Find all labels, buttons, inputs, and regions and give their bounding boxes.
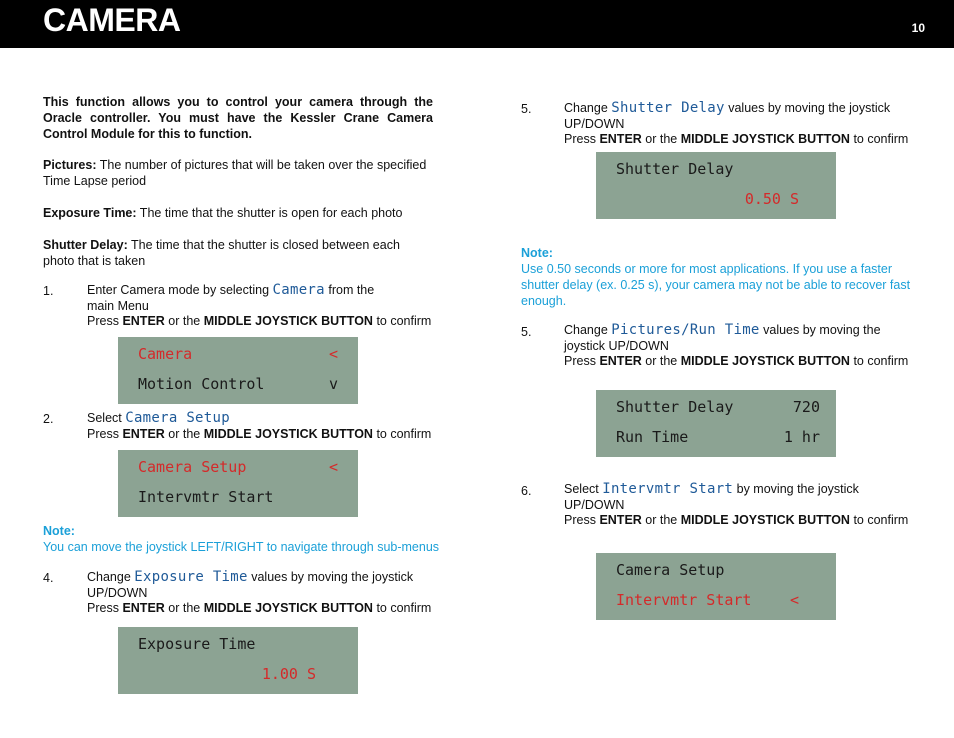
step-text: main Menu (87, 298, 149, 313)
lcd-line: Motion Control v (138, 375, 338, 393)
step-number: 1. (43, 284, 54, 298)
lcd-line: Shutter Delay (616, 160, 734, 178)
intro-paragraph: This function allows you to control your camera through the Oracle controller. You must have the Kessler Crane Camera Control Module for this to function. (43, 95, 433, 141)
step-5-shutter-delay (564, 101, 914, 148)
step-text: values by moving the joystick (247, 570, 414, 584)
confirm-instruction: Press ENTER or the MIDDLE JOYSTICK BUTTON to confirm (87, 314, 432, 328)
step-text: UP/DOWN (564, 116, 625, 131)
definition-text: The time that the shutter is closed between each photo that is taken (43, 238, 400, 268)
note-text: shutter delay (ex. 0.25 s), your camera may not be able to recover fast (521, 278, 911, 292)
step-text: Change (87, 570, 135, 584)
note-text: Use 0.50 seconds or more for most applications. If you use a faster (521, 262, 893, 276)
step-number: 6. (521, 484, 532, 498)
note-right (521, 245, 921, 309)
step-4 (87, 570, 437, 617)
note-heading: Note: (521, 246, 553, 260)
lcd-menu-label: Intervmtr Start (602, 481, 734, 497)
definition-pictures (43, 157, 433, 189)
lcd-display-shutter-delay (596, 152, 836, 219)
definition-text: The number of pictures that will be taken over the specified Time Lapse period (43, 158, 427, 188)
note-text: You can move the joystick LEFT/RIGHT to navigate through sub-menus (43, 540, 440, 554)
lcd-display-camera-setup (118, 450, 358, 517)
confirm-instruction: Press ENTER or the MIDDLE JOYSTICK BUTTON to confirm (87, 426, 432, 441)
lcd-line: Run Time 1 hr (616, 428, 820, 446)
definition-term: Shutter Delay: (43, 238, 128, 252)
lcd-line: Exposure Time (138, 635, 256, 653)
lcd-line: 0.50 S (744, 190, 799, 208)
lcd-line: Shutter Delay 720 (616, 398, 820, 416)
note-heading: Note: (43, 524, 75, 538)
page-title: CAMERA (43, 2, 181, 38)
step-text: UP/DOWN (87, 585, 148, 600)
lcd-menu-label: Exposure Time (134, 569, 248, 585)
lcd-line: Intervmtr Start < (616, 591, 799, 609)
step-text: UP/DOWN (564, 497, 625, 512)
lcd-display-intervmtr-start (596, 553, 836, 620)
lcd-display-exposure-time (118, 627, 358, 694)
lcd-line: Camera < (138, 345, 338, 363)
confirm-instruction: Press ENTER or the MIDDLE JOYSTICK BUTTON to confirm (564, 354, 909, 368)
lcd-display-pictures-run-time (596, 390, 836, 457)
lcd-line: Camera Setup < (138, 458, 338, 476)
step-text: joystick UP/DOWN (564, 338, 669, 353)
step-number: 2. (43, 412, 54, 426)
step-number: 5. (521, 102, 532, 116)
step-5-pictures-run-time (564, 323, 914, 370)
confirm-instruction: Press ENTER or the MIDDLE JOYSTICK BUTTON to confirm (564, 132, 909, 146)
step-text: from the (324, 283, 375, 297)
definition-text: The time that the shutter is open for each photo (136, 206, 403, 220)
lcd-menu-label: Camera Setup (125, 410, 230, 426)
note-left (43, 523, 443, 555)
definition-exposure-time (43, 205, 433, 221)
page-header (0, 0, 954, 48)
note-text: enough. (521, 294, 567, 308)
lcd-line: Camera Setup (616, 561, 725, 579)
step-text: Select (564, 482, 603, 496)
step-text: Change (564, 323, 612, 337)
step-text: Select (87, 411, 126, 425)
step-text: values by moving the (759, 323, 881, 337)
step-1 (87, 283, 437, 330)
definition-term: Exposure Time: (43, 206, 137, 220)
lcd-display-camera-menu (118, 337, 358, 404)
step-text: Enter Camera mode by selecting (87, 283, 273, 297)
step-2 (87, 411, 437, 442)
step-text: values by moving the joystick (724, 101, 891, 115)
lcd-menu-label: Shutter Delay (611, 100, 725, 116)
step-text: by moving the joystick (733, 482, 859, 496)
page-number: 10 (911, 21, 925, 35)
step-number: 5. (521, 325, 532, 339)
confirm-instruction: Press ENTER or the MIDDLE JOYSTICK BUTTON to confirm (87, 601, 432, 615)
lcd-menu-label: Pictures/Run Time (611, 322, 760, 338)
step-6 (564, 482, 914, 529)
definition-term: Pictures: (43, 158, 97, 172)
step-number: 4. (43, 571, 54, 585)
step-text: Change (564, 101, 612, 115)
definition-shutter-delay (43, 237, 413, 269)
lcd-line: 1.00 S (261, 665, 316, 683)
lcd-line: Intervmtr Start (138, 488, 274, 506)
lcd-menu-label: Camera (272, 282, 325, 298)
confirm-instruction: Press ENTER or the MIDDLE JOYSTICK BUTTON to confirm (564, 513, 909, 527)
